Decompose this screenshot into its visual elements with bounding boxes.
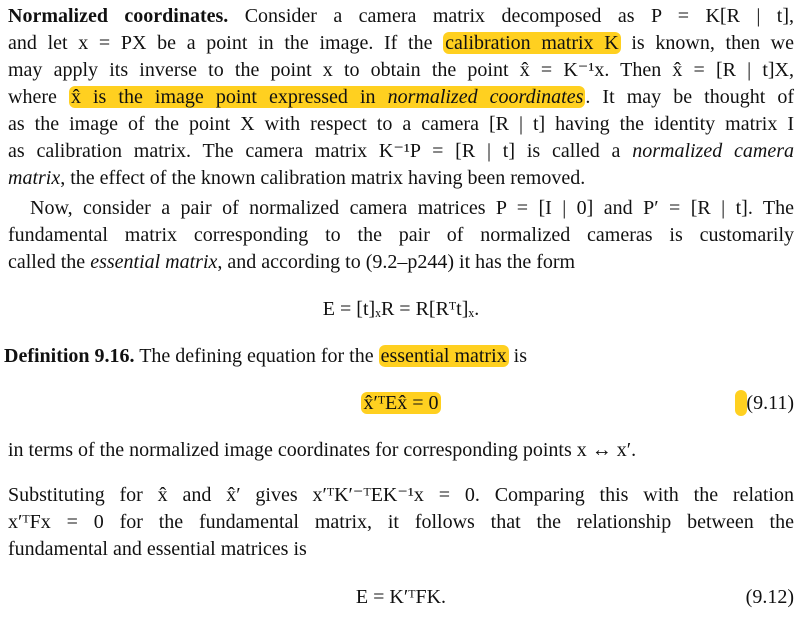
highlight-mark-eqnum: [735, 390, 747, 416]
highlight-defining-equation: x̂′ᵀEx̂ = 0: [363, 392, 439, 414]
para4-line1: Substituting for x̂ and x̂′ gives x′ᵀK′⁻ᵀEK⁻¹x = 0. Comparing this with the relation: [8, 484, 794, 506]
para4-line3: fundamental and essential matrices is: [8, 538, 307, 560]
para1-line5: as the image of the point X with respect to a camera [R | t] having the identity matrix I: [8, 113, 794, 135]
highlight-calibration-matrix: calibration matrix K: [445, 32, 619, 54]
para1-line6: as calibration matrix. The camera matrix K⁻¹P = [R | t] is called a normalized camera: [8, 140, 795, 162]
para2-line2: fundamental matrix corresponding to the pair of normalized cameras is customarily: [8, 224, 794, 246]
para1-line4: where x̂ is the image point expressed in normalized coordinates . It may be thought of: [8, 86, 795, 108]
essential-matrix-equation: E = [t]ₓR = R[Rᵀt]ₓ.: [322, 298, 480, 320]
para2-line3: called the essential matrix, and according to (9.2–p244) it has the form: [8, 251, 576, 273]
section-heading: Normalized coordinates.: [8, 5, 229, 27]
definition-label: Definition 9.16.: [4, 345, 135, 367]
highlight-normalized-coordinates: x̂ is the image point expressed in normalized coordinates: [70, 86, 584, 108]
para2-line1: Now, consider a pair of normalized camera matrices P = [I | 0] and P′ = [R | t]. The: [30, 197, 794, 219]
equation-number-9-12: (9.12): [745, 586, 794, 608]
para1-line2: and let x = PX be a point in the image. If the calibration matrix K is known, then we: [8, 32, 794, 54]
para1-line3: may apply its inverse to the point x to obtain the point x̂ = K⁻¹x. Then x̂ = [R | t]X,: [8, 59, 794, 81]
relation-equation: E = K′ᵀFK.: [355, 586, 447, 608]
para4-line2: x′ᵀFx = 0 for the fundamental matrix, it follows that the relationship between the: [8, 511, 794, 533]
para1-line1: Normalized coordinates. Consider a camera matrix decomposed as P = K[R | t],: [8, 5, 794, 27]
definition-line: Definition 9.16. The defining equation for the essential matrix is: [4, 345, 527, 367]
para3-line: in terms of the normalized image coordinates for corresponding points x ↔ x′.: [8, 439, 637, 461]
defining-equation: [0, 390, 802, 416]
para1-line7: matrix, the effect of the known calibration matrix having been removed.: [8, 167, 586, 189]
equation-number-9-11: (9.11): [746, 392, 794, 414]
highlight-essential-matrix: essential matrix: [380, 345, 507, 367]
